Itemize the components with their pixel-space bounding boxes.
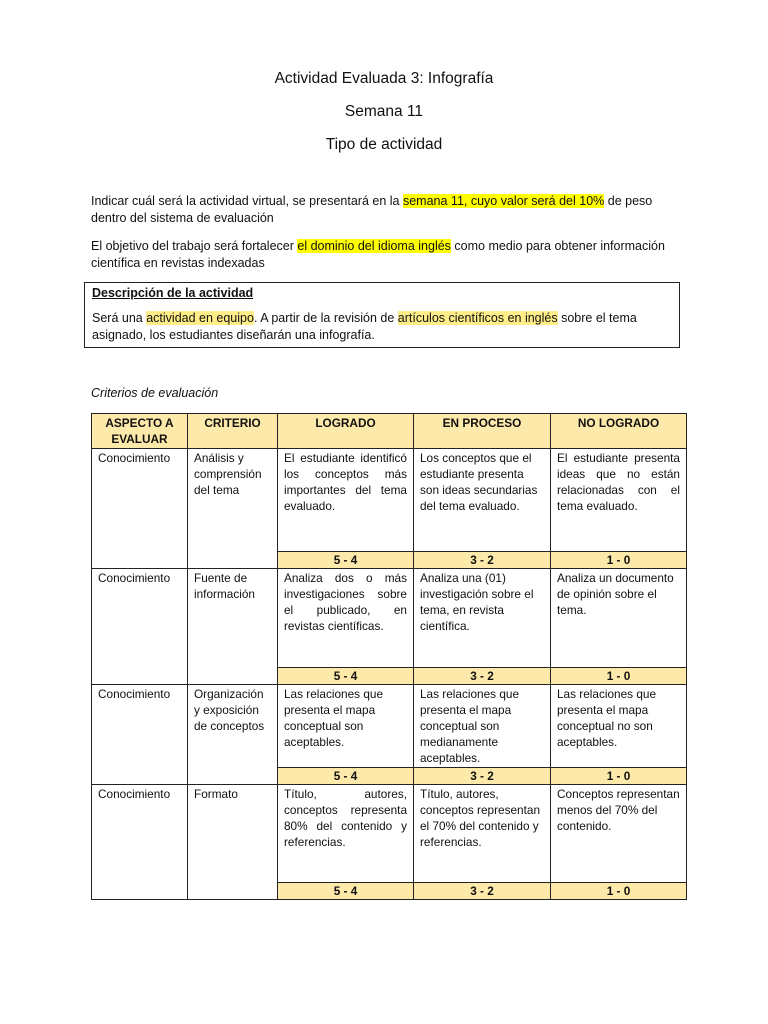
p1-text-b: de peso dentro del sistema de evaluación bbox=[91, 194, 653, 225]
score-achieved: 5 - 4 bbox=[278, 883, 414, 900]
p2-text-a: El objetivo del trabajo será fortalecer bbox=[91, 239, 298, 253]
achieved-cell: Las relaciones que presenta el mapa conceptual son aceptables. bbox=[278, 685, 414, 768]
table-row bbox=[92, 449, 687, 552]
header-achieved: LOGRADO bbox=[278, 414, 414, 449]
score-in-process: 3 - 2 bbox=[414, 668, 551, 685]
score-in-process: 3 - 2 bbox=[414, 768, 551, 785]
criterion-cell: Formato bbox=[188, 785, 278, 900]
score-achieved: 5 - 4 bbox=[278, 552, 414, 569]
criterion-cell: Fuente de información bbox=[188, 569, 278, 685]
not-achieved-cell: Conceptos representan menos del 70% del contenido. bbox=[551, 785, 687, 883]
desc-text-c: sobre el tema asignado, los estudiantes diseñarán una infografía. bbox=[92, 311, 637, 342]
header-aspect: ASPECTO A EVALUAR bbox=[92, 414, 188, 449]
intro-paragraph-1 bbox=[91, 193, 681, 227]
document-title: Actividad Evaluada 3: Infografía bbox=[274, 70, 494, 87]
in-process-cell: Título, autores, conceptos representan el 70% del contenido y referencias. bbox=[414, 785, 551, 883]
week-heading: Semana 11 bbox=[344, 103, 424, 120]
score-not-achieved: 1 - 0 bbox=[551, 668, 687, 685]
score-achieved: 5 - 4 bbox=[278, 668, 414, 685]
in-process-cell: Las relaciones que presenta el mapa conceptual son medianamente aceptables. bbox=[414, 685, 551, 768]
in-process-cell: Analiza una (01) investigación sobre el tema, en revista científica. bbox=[414, 569, 551, 668]
description-title: Descripción de la actividad bbox=[92, 286, 254, 300]
table-row bbox=[92, 569, 687, 668]
p1-text-a: Indicar cuál será la actividad virtual, se presentará en la bbox=[91, 194, 403, 208]
score-not-achieved: 1 - 0 bbox=[551, 768, 687, 785]
p2-highlight: el dominio del idioma inglés bbox=[297, 239, 451, 253]
not-achieved-cell: El estudiante presenta ideas que no están relacionadas con el tema evaluado. bbox=[551, 449, 687, 552]
score-not-achieved: 1 - 0 bbox=[551, 883, 687, 900]
description-text bbox=[92, 310, 672, 344]
desc-text-a: Será una bbox=[92, 311, 147, 325]
aspect-cell: Conocimiento bbox=[92, 449, 188, 569]
header-criterion: CRITERIO bbox=[188, 414, 278, 449]
rubric-table bbox=[91, 413, 687, 900]
desc-highlight-1: actividad en equipo bbox=[146, 311, 254, 325]
achieved-cell: El estudiante identificó los conceptos más importantes del tema evaluado. bbox=[278, 449, 414, 552]
criteria-label: Criterios de evaluación bbox=[91, 386, 219, 400]
p1-highlight: semana 11, cuyo valor será del 10% bbox=[402, 194, 605, 208]
desc-text-b: . A partir de la revisión de bbox=[253, 311, 398, 325]
activity-type-heading: Tipo de actividad bbox=[325, 136, 443, 153]
not-achieved-cell: Las relaciones que presenta el mapa conceptual no son aceptables. bbox=[551, 685, 687, 768]
header-in-process: EN PROCESO bbox=[414, 414, 551, 449]
criterion-cell: Análisis y comprensión del tema bbox=[188, 449, 278, 569]
p2-text-b: como medio para obtener información científica en revistas indexadas bbox=[91, 239, 665, 270]
in-process-cell: Los conceptos que el estudiante presenta son ideas secundarias del tema evaluado. bbox=[414, 449, 551, 552]
table-row bbox=[92, 685, 687, 768]
score-achieved: 5 - 4 bbox=[278, 768, 414, 785]
aspect-cell: Conocimiento bbox=[92, 569, 188, 685]
achieved-cell: Título, autores, conceptos representa 80% del contenido y referencias. bbox=[278, 785, 414, 883]
not-achieved-cell: Analiza un documento de opinión sobre el tema. bbox=[551, 569, 687, 668]
achieved-cell: Analiza dos o más investigaciones sobre el publicado, en revistas científicas. bbox=[278, 569, 414, 668]
aspect-cell: Conocimiento bbox=[92, 785, 188, 900]
score-not-achieved: 1 - 0 bbox=[551, 552, 687, 569]
aspect-cell: Conocimiento bbox=[92, 685, 188, 785]
intro-paragraph-2 bbox=[91, 238, 681, 272]
criterion-cell: Organización y exposición de conceptos bbox=[188, 685, 278, 785]
score-in-process: 3 - 2 bbox=[414, 552, 551, 569]
score-in-process: 3 - 2 bbox=[414, 883, 551, 900]
desc-highlight-2: artículos científicos en inglés bbox=[397, 311, 558, 325]
table-header-row bbox=[92, 414, 687, 449]
table-row bbox=[92, 785, 687, 883]
description-box bbox=[84, 282, 680, 348]
header-not-achieved: NO LOGRADO bbox=[551, 414, 687, 449]
